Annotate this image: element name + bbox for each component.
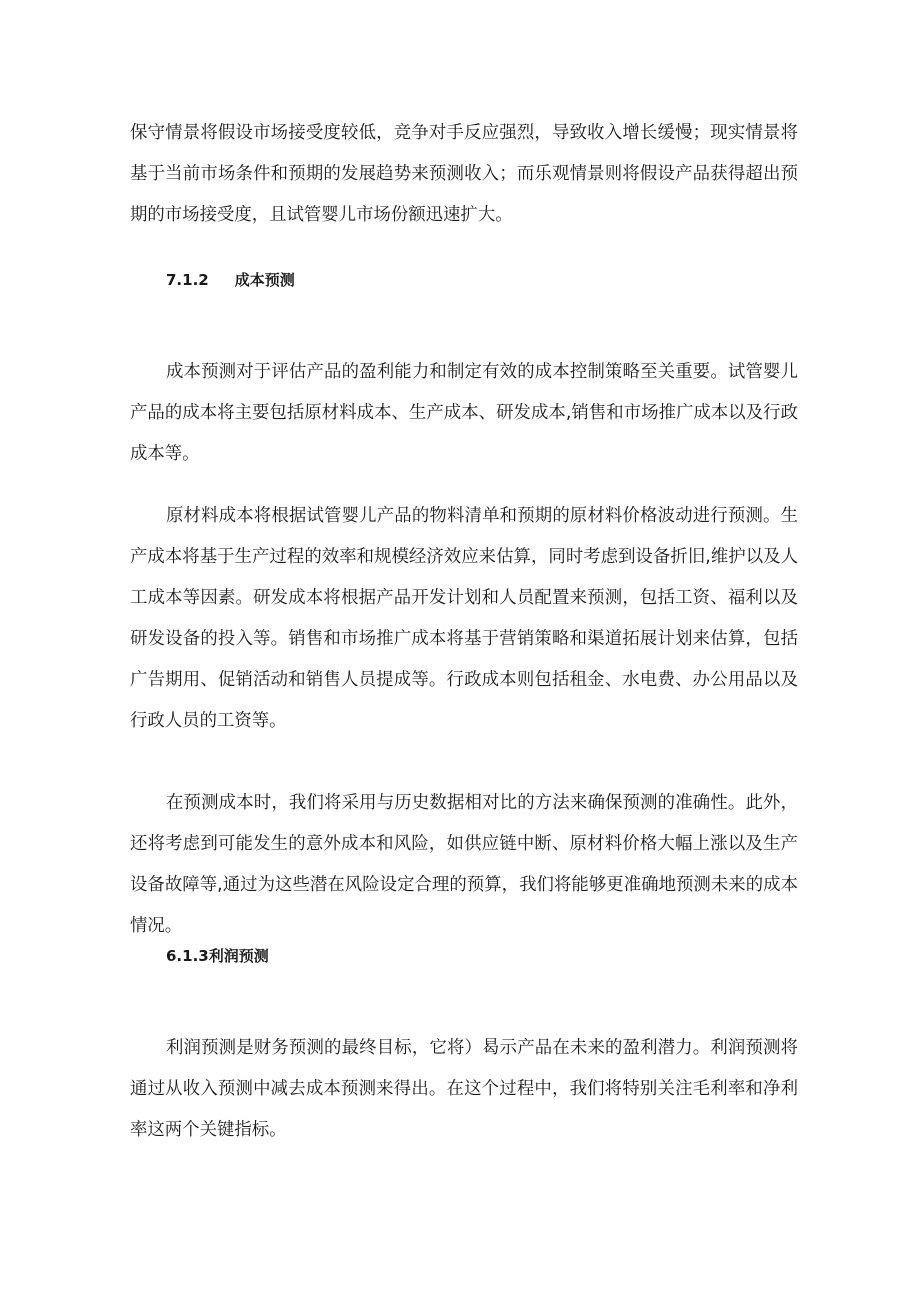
section-heading-cost-forecast <box>166 270 295 290</box>
section-number: 7.1.2 <box>166 271 209 289</box>
paragraph-profit-forecast: 利润预测是财务预测的最终目标，它将）曷示产品在未来的盈利潜力。利润预测将通过从收入预测中减去成本预测来得出。在这个过程中，我们将特别关注毛利率和净利率这两个关键指标。 <box>130 1038 798 1140</box>
paragraph-cost-risk: 在预测成本时，我们将采用与历史数据相对比的方法来确保预测的准确性。此外，还将考虑到可能发生的意外成本和风险，如供应链中断、原材料价格大幅上涨以及生产设备故障等,通过为这些潜在风险设定合理的预算，我们将能够更准确地预测未来的成本情况。 <box>130 793 798 936</box>
paragraph-cost-detail: 原材料成本将根据试管婴儿产品的物料清单和预期的原材料价格波动进行预测。生产成本将基于生产过程的效率和规模经济效应来估算，同时考虑到设备折旧,维护以及人工成本等因素。研发成本将根据产品开发计划和人员配置来预测，包括工资、福利以及研发设备的投入等。销售和市场推广成本将基于营销策略和渠道拓展计划来估算，包括广告期用、促销活动和销售人员提成等。行政成本则包括租金、水电费、办公用品以及行政人员的工资等。 <box>130 506 798 731</box>
paragraph-revenue-scenarios: 保守情景将假设市场接受度较低，竞争对手反应强烈，导致收入增长缓慢；现实情景将基于当前市场条件和预期的发展趋势来预测收入；而乐观情景则将假设产品获得超出预期的市场接受度，且试管婴儿市场份额迅速扩大。 <box>130 123 798 225</box>
section-number: 6.1.3 <box>166 947 209 965</box>
section-title: 利润预测 <box>208 947 269 965</box>
paragraph-cost-intro: 成本预测对于评估产品的盈利能力和制定有效的成本控制策略至关重要。试管婴儿产品的成本将主要包括原材料成本、生产成本、研发成本,销售和市场推广成本以及行政成本等。 <box>130 362 798 464</box>
section-title: 成本预测 <box>234 271 295 289</box>
section-heading-profit-forecast <box>166 946 269 966</box>
